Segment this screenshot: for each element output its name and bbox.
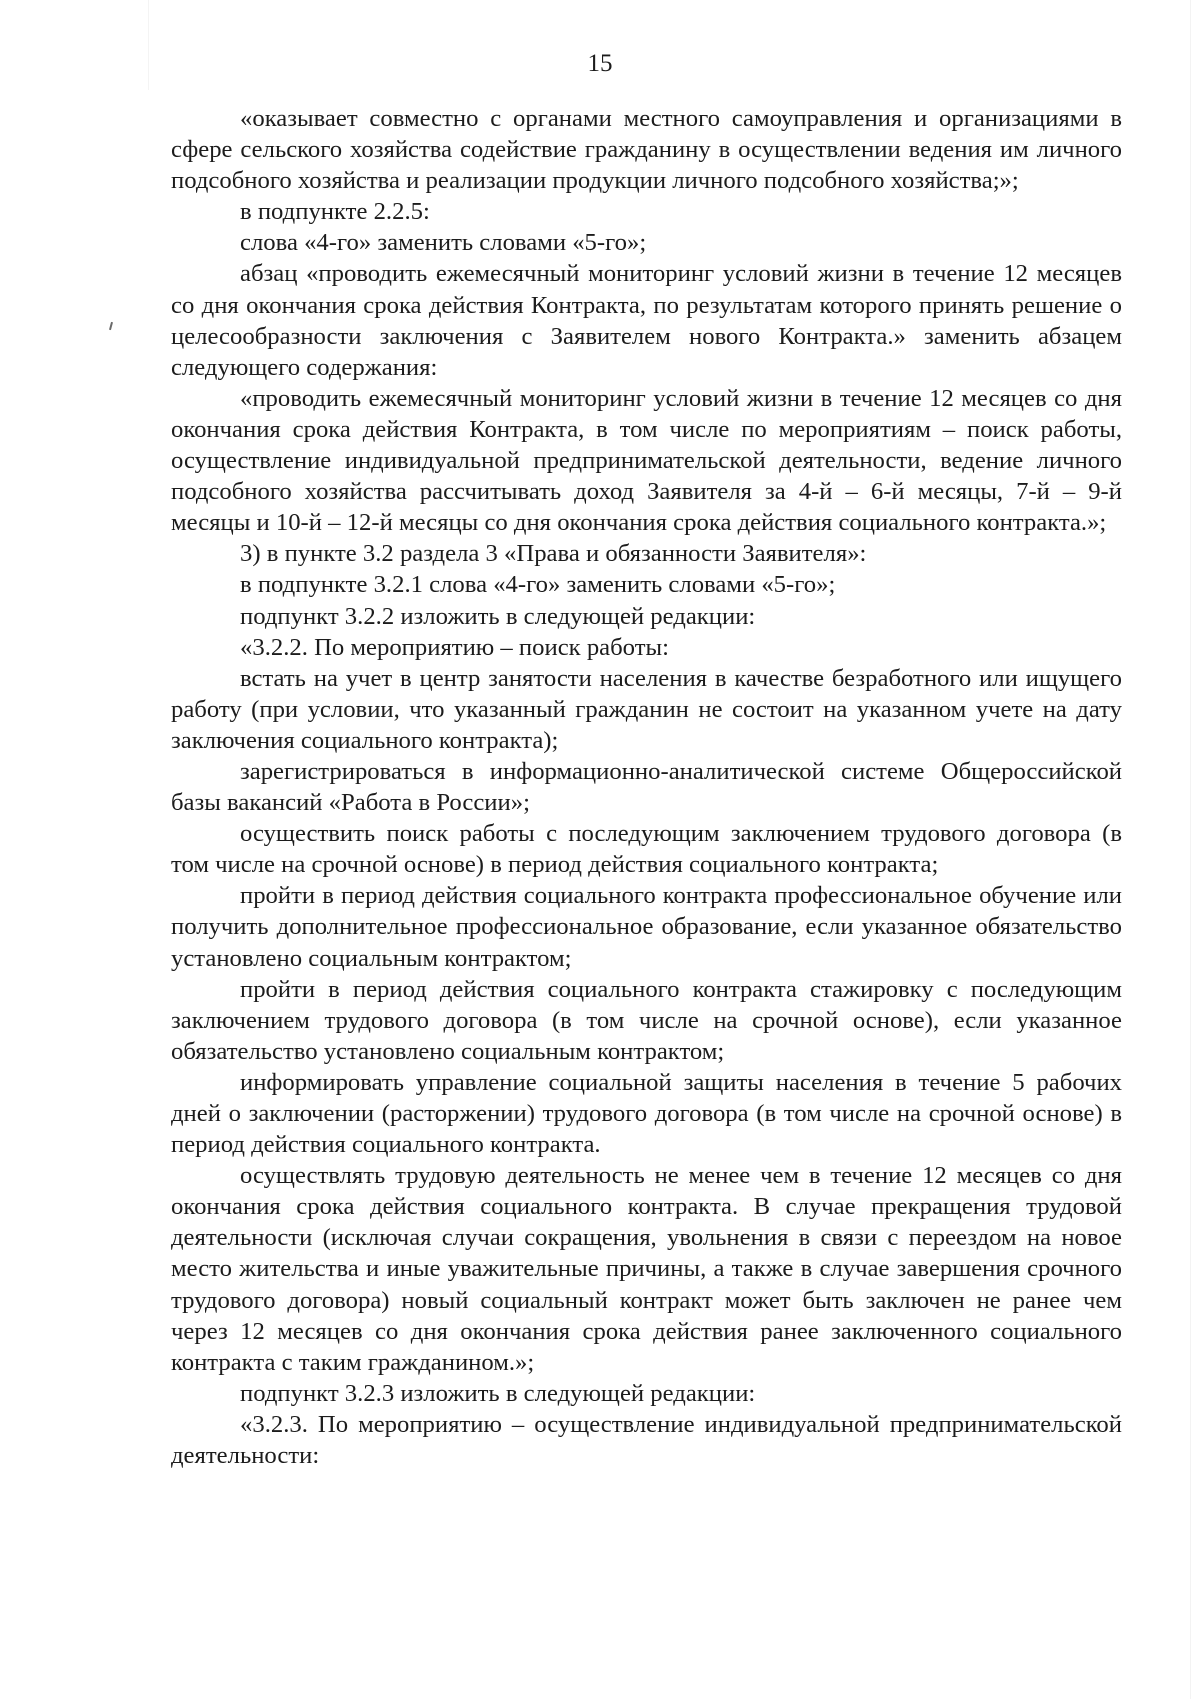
paragraph: абзац «проводить ежемесячный мониторинг условий жизни в течение 12 месяцев со дня окончания срока действия Контракта, по результатам которого принять решение о целесообразности заключения с Заявителем нового Контракта.» заменить абзацем следующего содержания: xyxy=(171,260,1122,381)
paragraph: «оказывает совместно с органами местного самоуправления и организациями в сфере сельского хозяйства содействие гражданину в осуществлении ведения им личного подсобного хозяйства и реализации продукции личного подсобного хозяйства;»; xyxy=(171,105,1122,195)
paragraph: «3.2.3. По мероприятию – осуществление индивидуальной предпринимательской деятельности: xyxy=(171,1410,1122,1470)
page-number: 15 xyxy=(587,50,613,77)
paragraph: встать на учет в центр занятости населения в качестве безработного или ищущего работу (при условии, что указанный гражданин не состоит на указанном учете на дату заключения социального контракта); xyxy=(171,664,1122,754)
scan-speck xyxy=(109,322,113,330)
paragraph: «3.2.2. По мероприятию – поиск работы: xyxy=(240,633,669,661)
paragraph: зарегистрироваться в информационно-аналитической системе Общероссийской базы вакансий «Работа в России»; xyxy=(171,757,1122,817)
paragraph: в подпункте 2.2.5: xyxy=(240,198,430,226)
paragraph: пройти в период действия социального контракта стажировку с последующим заключением трудового договора (в том числе на срочной основе), если указанное обязательство установлено социальным контрактом; xyxy=(171,975,1122,1065)
paragraph: 3) в пункте 3.2 раздела 3 «Права и обязанности Заявителя»: xyxy=(240,540,867,568)
paragraph: «проводить ежемесячный мониторинг условий жизни в течение 12 месяцев со дня окончания срока действия Контракта, в том числе по мероприятиям – поиск работы, осуществление индивидуальной предпринимательской деятельности, ведение личного подсобного хозяйства рассчитывать доход Заявителя за 4-й – 6-й месяцы, 7-й – 9-й месяцы и 10-й – 12-й месяцы со дня окончания срока действия социального контракта.»; xyxy=(171,384,1122,537)
document-body xyxy=(171,103,1122,1471)
paragraph: осуществлять трудовую деятельность не менее чем в течение 12 месяцев со дня окончания срока действия социального контракта. В случае прекращения трудовой деятельности (исключая случаи сокращения, увольнения в связи с переездом на новое место жительства и иные уважительные причины, а также в случае завершения срочного трудового договора) новый социальный контракт может быть заключен не ранее чем через 12 месяцев со дня окончания срока действия ранее заключенного социального контракта с таким гражданином.»; xyxy=(171,1162,1122,1376)
paragraph: в подпункте 3.2.1 слова «4-го» заменить словами «5-го»; xyxy=(240,571,836,599)
paragraph: подпункт 3.2.2 изложить в следующей редакции: xyxy=(240,602,756,630)
scan-edge-mark xyxy=(1190,0,1191,1699)
paragraph: подпункт 3.2.3 изложить в следующей редакции: xyxy=(240,1379,756,1407)
paragraph: слова «4-го» заменить словами «5-го»; xyxy=(240,229,647,257)
paragraph: пройти в период действия социального контракта профессиональное обучение или получить дополнительное профессиональное образование, если указанное обязательство установлено социальным контрактом; xyxy=(171,882,1122,972)
paragraph: осуществить поиск работы с последующим заключением трудового договора (в том числе на срочной основе) в период действия социального контракта; xyxy=(171,820,1122,879)
paragraph: информировать управление социальной защиты населения в течение 5 рабочих дней о заключении (расторжении) трудового договора (в том числе на срочной основе) в период действия социального контракта. xyxy=(171,1068,1122,1159)
